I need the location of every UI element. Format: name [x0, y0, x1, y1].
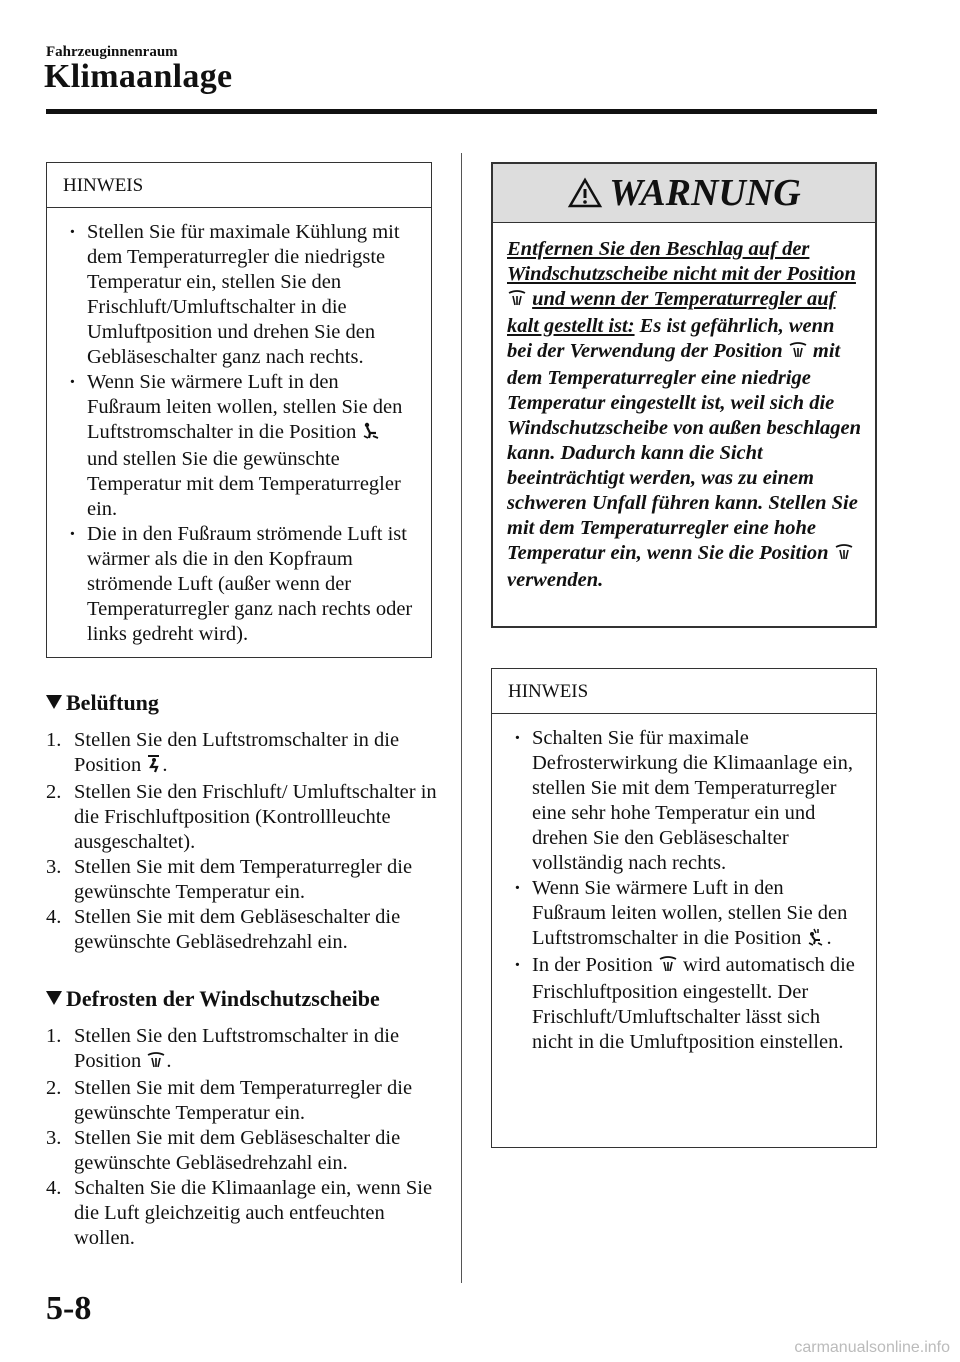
defrost-mode-icon	[658, 955, 678, 980]
floor-mode-icon	[361, 422, 381, 447]
warnung-header	[493, 164, 875, 223]
defrost-mode-icon	[834, 543, 854, 568]
warnung-title: WARNUNG	[609, 172, 801, 214]
hinweis-title: HINWEIS	[47, 163, 431, 208]
step-1: 1. Stellen Sie den Luftstromschalter in die Position .	[46, 1024, 438, 1076]
watermark: carmanualsonline.info	[794, 1339, 950, 1356]
header-rule	[46, 109, 877, 114]
defrost-mode-icon	[788, 341, 808, 366]
step-1: 1. Stellen Sie den Luftstromschalter in die Position .	[46, 728, 438, 780]
column-divider	[461, 153, 462, 1283]
floor-defrost-mode-icon	[806, 928, 826, 953]
step-4: 4. Stellen Sie mit dem Gebläseschalter die gewünschte Gebläsedrehzahl ein.	[46, 906, 401, 953]
step-2: 2. Stellen Sie mit dem Temperaturregler die gewünschte Temperatur ein.	[46, 1077, 413, 1124]
triangle-marker-icon	[46, 991, 62, 1005]
warnung-body-a: Es ist gefährlich, wenn bei der Verwendung der Position	[507, 315, 835, 362]
warnung-body-c: verwenden.	[507, 569, 604, 591]
warnung-body-b: mit dem Temperaturregler eine niedrige Temperatur eingestellt ist, weil sich die Windschutzscheibe von außen beschlagen kann. Dadurch kann die Sicht beeinträchtigt werden, was zu einem schweren Unfall führen kann. Stellen Sie mit dem Temperaturregler eine hohe Temperatur ein, wenn Sie die Position	[507, 340, 862, 564]
step-4: 4. Schalten Sie die Klimaanlage ein, wenn Sie die Luft gleichzeitig auch entfeuchten wollen.	[46, 1177, 433, 1249]
hinweis-bullet-2: · Wenn Sie wärmere Luft in den Fußraum leiten wollen, stellen Sie den Luftstromschalter in die Position und stellen Sie die gewünschte Temperatur mit dem Temperaturregler ein.	[63, 370, 417, 522]
section-title-defrosten: Defrosten der Windschutzscheibe	[46, 986, 438, 1012]
section-title-belueftung: Belüftung	[46, 690, 438, 716]
step-3: 3. Stellen Sie mit dem Gebläseschalter die gewünschte Gebläsedrehzahl ein.	[46, 1127, 401, 1174]
hinweis-bullet-1: · Schalten Sie für maximale Defrosterwirkung die Klimaanlage ein, stellen Sie mit dem Temperaturregler eine sehr hohe Temperatur ein und drehen Sie den Gebläseschalter vollständig nach rechts.	[508, 726, 862, 876]
step-2: 2. Stellen Sie den Frischluft/ Umluftschalter in die Frischluftposition (Kontrollleuchte ausgeschaltet).	[46, 781, 437, 853]
hinweis-bullet-1: · Stellen Sie für maximale Kühlung mit dem Temperaturregler die niedrigste Temperatur ein, stellen Sie den Frischluft/Umluftschalter in die Umluftposition und drehen Sie den Gebläseschalter ganz nach rechts.	[63, 220, 417, 370]
section-belueftung	[46, 690, 438, 955]
hinweis-bullet-3: · Die in den Fußraum strömende Luft ist wärmer als die in den Kopfraum strömende Luft (außer wenn der Temperaturregler ganz nach rechts oder links gedreht wird).	[63, 522, 417, 647]
section-label: Fahrzeuginnenraum	[46, 44, 178, 60]
page-number: 5-8	[46, 1290, 92, 1327]
hinweis-bullet-2: · Wenn Sie wärmere Luft in den Fußraum leiten wollen, stellen Sie den Luftstromschalter in die Position .	[508, 876, 862, 953]
triangle-marker-icon	[46, 695, 62, 709]
warnung-heading-b: und wenn der Temperaturregler auf kalt gestellt ist:	[507, 288, 836, 337]
defrost-mode-icon	[507, 289, 527, 314]
warnung-box	[491, 162, 877, 628]
hinweis-box-1	[46, 162, 432, 658]
warning-triangle-icon	[567, 177, 603, 209]
page-title: Klimaanlage	[44, 58, 233, 95]
hinweis-title: HINWEIS	[492, 669, 876, 714]
hinweis-box-2	[491, 668, 877, 1148]
face-mode-icon	[146, 753, 162, 780]
section-defrosten	[46, 986, 438, 1251]
warnung-heading-a: Entfernen Sie den Beschlag auf der Windschutzscheibe nicht mit der Position	[507, 238, 856, 285]
defrost-mode-icon	[146, 1051, 166, 1076]
hinweis-bullet-3: · In der Position wird automatisch die Frischluftposition eingestellt. Der Frischluft/Umluftschalter lässt sich nicht in die Umluftposition einstellen.	[508, 953, 862, 1055]
step-3: 3. Stellen Sie mit dem Temperaturregler die gewünschte Temperatur ein.	[46, 856, 413, 903]
